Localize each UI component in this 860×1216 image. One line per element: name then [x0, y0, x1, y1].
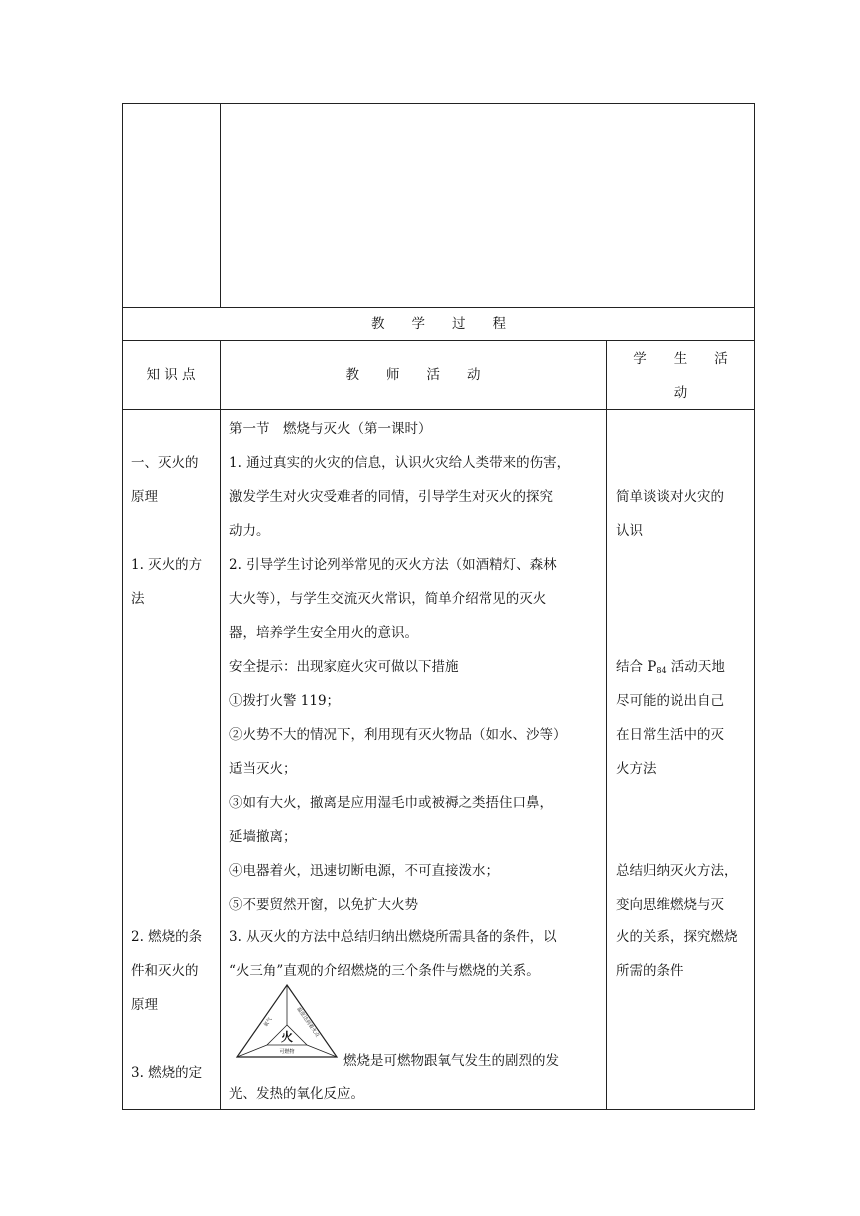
- knowledge-3-line3: 原理: [131, 997, 158, 1013]
- student-2-line1: 结合 $P_{84}$ 活动天地: [616, 659, 725, 675]
- safety-measure-2-line2: 适当灭火；: [229, 761, 297, 777]
- knowledge-2-line1: 1. 灭火的方: [131, 557, 203, 573]
- triangle-center-label: 火: [280, 1030, 294, 1044]
- student-2-line4: 火方法: [616, 761, 657, 777]
- safety-measure-2-line1: ②火势不大的情况下，利用现有灭火物品（如水、沙等）: [229, 727, 567, 743]
- combustion-definition-line2: 光、发热的氧化反应。: [229, 1086, 364, 1102]
- safety-measure-3-line1: ③如有大火，撤离是应用湿毛巾或被褥之类捂住口鼻，: [229, 795, 553, 811]
- teacher-p1-line3: 动力。: [229, 523, 270, 539]
- student-2-line2: 尽可能的说出自己: [616, 693, 724, 709]
- col-divider-1: [220, 340, 221, 1110]
- safety-title: 安全提示：出现家庭火灾可做以下措施: [229, 659, 459, 675]
- student-3-line3: 火的关系，探究燃烧: [616, 929, 738, 945]
- fire-triangle-svg: [233, 983, 341, 1061]
- teacher-p2-line2: 大火等），与学生交流灭火常识，简单介绍常见的灭火: [229, 591, 547, 607]
- teacher-section-title: 第一节 燃烧与灭火（第一课时）: [229, 421, 432, 437]
- knowledge-2-line2: 法: [131, 591, 145, 607]
- col-header-student-1: 学 生 活: [633, 351, 728, 367]
- teacher-p2-line1: 2. 引导学生讨论列举常见的灭火方法（如酒精灯、森林: [229, 557, 557, 573]
- col-header-knowledge: 知 识 点: [146, 367, 196, 383]
- triangle-bottom-label: 可燃物: [279, 1049, 295, 1055]
- knowledge-1-line1: 一、灭火的: [131, 455, 199, 471]
- student-3-line1: 总结归纳灭火方法，: [616, 863, 738, 879]
- safety-measure-3-line2: 延墙撤离；: [229, 829, 297, 845]
- student-3-line4: 所需的条件: [616, 963, 684, 979]
- knowledge-1-line2: 原理: [131, 489, 158, 505]
- teacher-p1-line2: 激发学生对火灾受难者的同情，引导学生对灭火的探究: [229, 489, 553, 505]
- col-divider-2: [606, 340, 607, 1110]
- triangle-right-label: 温度达到着火点: [295, 1006, 321, 1039]
- combustion-definition-line1: 燃烧是可燃物跟氧气发生的剧烈的发: [343, 1053, 559, 1069]
- knowledge-4-line1: 3. 燃烧的定: [131, 1065, 203, 1081]
- knowledge-3-line2: 件和灭火的: [131, 963, 199, 979]
- col-header-student-2: 动: [673, 385, 688, 401]
- section-header: 教 学 过 程: [371, 316, 506, 332]
- col-header-teacher: 教 师 活 动: [345, 367, 481, 383]
- teacher-p3-line2: “火三角”直观的介绍燃烧的三个条件与燃烧的关系。: [229, 963, 540, 979]
- student-1-line1: 简单谈谈对火灾的: [616, 489, 724, 505]
- col-divider-top: [220, 103, 221, 307]
- fire-triangle-diagram: [233, 983, 341, 1061]
- student-2-line3: 在日常生活中的灭: [616, 727, 724, 743]
- knowledge-3-line1: 2. 燃烧的条: [131, 929, 203, 945]
- teacher-p3-line1: 3. 从灭火的方法中总结归纳出燃烧所需具备的条件，以: [229, 929, 557, 945]
- teacher-p1-line1: 1. 通过真实的火灾的信息，认识火灾给人类带来的伤害，: [229, 455, 571, 471]
- triangle-left-label: 氧气: [262, 1016, 274, 1029]
- safety-measure-5: ⑤不要贸然开窗，以免扩大火势: [229, 897, 418, 913]
- safety-measure-4: ④电器着火，迅速切断电源，不可直接泼水；: [229, 863, 499, 879]
- student-1-line2: 认识: [616, 523, 643, 539]
- page-subscript: 84: [656, 666, 667, 675]
- safety-measure-1: ①拨打火警 119；: [229, 693, 341, 709]
- teacher-p2-line3: 器，培养学生安全用火的意识。: [229, 625, 418, 641]
- student-3-line2: 变向思维燃烧与灭: [616, 897, 724, 913]
